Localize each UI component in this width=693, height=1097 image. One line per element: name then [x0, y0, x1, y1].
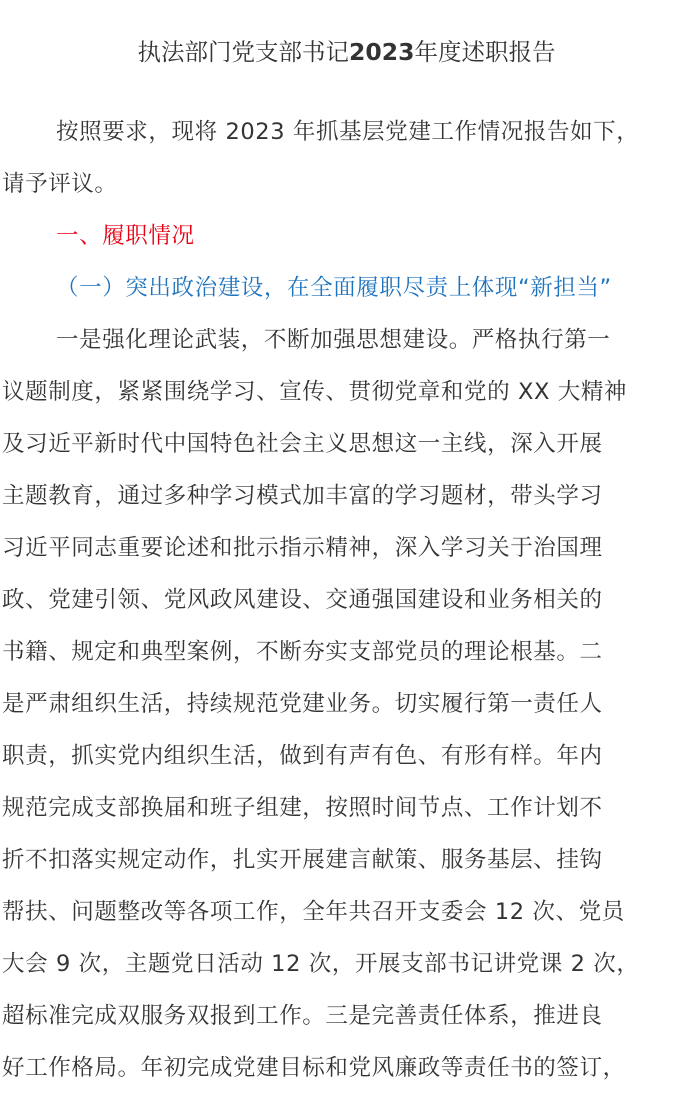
- paragraph-line: 书籍、规定和典型案例，不断夯实支部党员的理论根基。二: [2, 639, 603, 665]
- paragraph-line: 好工作格局。年初完成党建目标和党风廉政等责任书的签订，: [2, 1055, 626, 1081]
- paragraph-line: 规范完成支部换届和班子组建，按照时间节点、工作计划不: [2, 795, 603, 821]
- paragraph-line: 折不扣落实规定动作，扎实开展建言献策、服务基层、挂钩: [2, 847, 603, 873]
- paragraph-line: 职责，抓实党内组织生活，做到有声有色、有形有样。年内: [2, 743, 603, 769]
- title-year: 2023: [349, 38, 415, 66]
- document-title: [0, 28, 693, 76]
- paragraph-line: 习近平同志重要论述和批示指示精神，深入学习关于治国理: [2, 535, 603, 561]
- paragraph-line: 主题教育，通过多种学习模式加丰富的学习题材，带头学习: [2, 483, 603, 509]
- paragraph-line: 议题制度，紧紧围绕学习、宣传、贯彻党章和党的 XX 大精神: [2, 379, 628, 405]
- paragraph-line: 按照要求，现将 2023 年抓基层党建工作情况报告如下，: [56, 119, 640, 145]
- paragraph-line: 请予评议。: [2, 171, 118, 197]
- paragraph-line: 大会 9 次，主题党日活动 12 次，开展支部书记讲党课 2 次，: [2, 951, 640, 977]
- paragraph-line: 超标准完成双服务双报到工作。三是完善责任体系，推进良: [2, 1003, 603, 1029]
- paragraph-line: 政、党建引领、党风政风建设、交通强国建设和业务相关的: [2, 587, 603, 613]
- paragraph-line: 一是强化理论武装，不断加强思想建设。严格执行第一: [56, 327, 611, 353]
- paragraph-line: 是严肃组织生活，持续规范党建业务。切实履行第一责任人: [2, 691, 603, 717]
- subsection-heading: （一）突出政治建设，在全面履职尽责上体现“新担当”: [56, 275, 612, 301]
- title-prefix: 执法部门党支部书记: [137, 38, 350, 66]
- title-suffix: 年度述职报告: [414, 38, 556, 66]
- section-heading: 一、履职情况: [56, 223, 195, 249]
- paragraph-line: 帮扶、问题整改等各项工作，全年共召开支委会 12 次、党员: [2, 899, 625, 925]
- paragraph-line: 及习近平新时代中国特色社会主义思想这一主线，深入开展: [2, 431, 603, 457]
